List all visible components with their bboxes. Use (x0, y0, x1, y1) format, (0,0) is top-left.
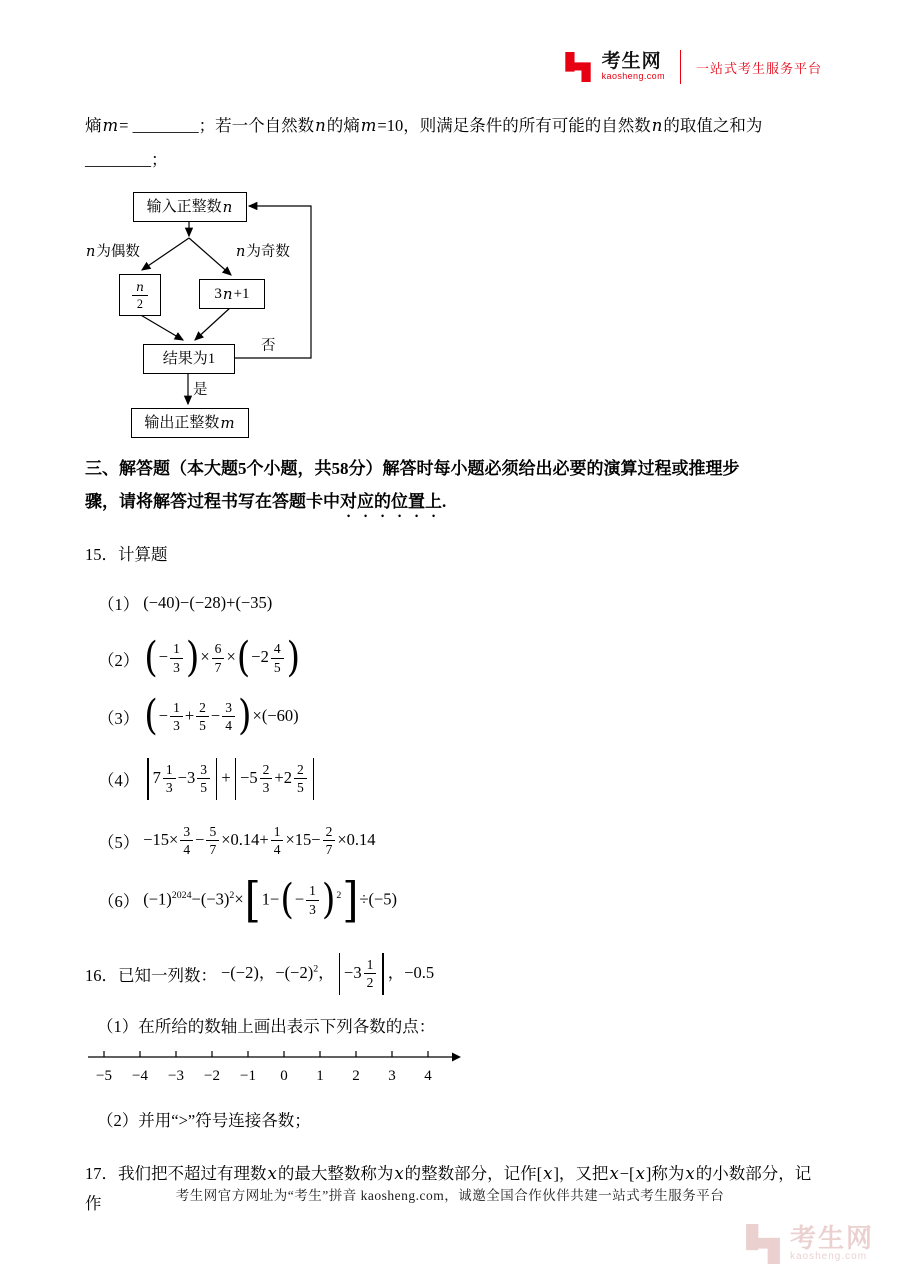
svg-text:−5: −5 (96, 1067, 112, 1084)
q15-item-5 (98, 824, 815, 858)
item-expression: $(-1)^{2024}-(-3)^2\times[1-(-$ $\frac{1}{3}$ )$^2$]÷(−5) (143, 872, 398, 928)
q17-text: 17．我们把不超过有理数x的最大整数称为x的整数部分，记作[x]，又把x−[x]称为x的小数部分，记作 (85, 1163, 812, 1214)
flowchart-even-box: $\frac{n}{2}$ (119, 274, 161, 316)
item-number: （4） (98, 770, 140, 790)
svg-text:2: 2 (352, 1067, 360, 1084)
q16-lead (85, 953, 815, 995)
number-line (88, 1045, 462, 1089)
q15-item-4 (98, 758, 815, 800)
site-header (563, 50, 822, 84)
flowchart-result-box: 结果为1 (143, 344, 235, 374)
svg-text:−1: −1 (240, 1067, 256, 1084)
svg-text:4: 4 (424, 1067, 432, 1084)
item-number: （5） (98, 832, 140, 852)
flowchart-input-box: 输入正整数 n (133, 192, 247, 222)
item-number: （2） (98, 650, 140, 670)
question-intro-line2: ________； (85, 150, 168, 170)
q15-title: 15．计算题 (85, 545, 168, 565)
q15-item-2 (98, 633, 815, 682)
section3-heading-line2 (85, 485, 815, 521)
item-number: （3） (98, 708, 140, 728)
q15-item-3 (98, 691, 815, 740)
q16-list-expression: −(−2)，$-(-2)^2$， −3 $\frac{1}{2}$ ，−0.5 (221, 953, 434, 995)
svg-text:1: 1 (316, 1067, 324, 1084)
q16-sub1: （1）在所给的数轴上画出表示下列各数的点： (97, 1016, 436, 1036)
section3-heading-line1: 三、解答题（本大题5个小题，共58分）解答时每小题必须给出必要的演算过程或推理步 (85, 459, 740, 479)
flowchart-output-box: 输出正整数 m (131, 408, 249, 438)
svg-text:−4: −4 (132, 1067, 148, 1084)
item-expression: (− $\frac{1}{3}$ + $\frac{2}{5}$ − $\frac{3}{4}$ )×(−60) (144, 691, 299, 740)
flowchart-odd-label: n为奇数 (236, 244, 290, 261)
item-expression: −15× $\frac{3}{4}$ − $\frac{5}{7}$ ×0.14+ $\frac{1}{4}$ ×15− $\frac{2}{7}$ ×0.14 (143, 823, 376, 858)
watermark-logo (743, 1224, 874, 1264)
q15-item-1 (98, 589, 815, 617)
section3-heading-line2-post: . (442, 492, 447, 512)
q16-sub2: （2）并用“>”符号连接各数； (97, 1110, 311, 1130)
brand-domain: kaosheng.com (601, 71, 665, 82)
watermark-brand: 考生网 (789, 1223, 874, 1254)
q16-lead-text: 16．已知一列数： (85, 965, 217, 985)
question-intro-line1: 熵m= ________；若一个自然数n的熵m=10，则满足条件的所有可能的自然数n的取值之和为 (85, 116, 763, 135)
section3-heading-line2-emphasized: 对应的位置上 (340, 492, 442, 512)
footer-note: 考生网官方网址为“考生”拼音 kaosheng.com，诚邀全国合作伙伴共建一站式考生服务平台 (175, 1188, 725, 1203)
item-expression: (− $\frac{1}{3}$ )× $\frac{6}{7}$ ×(−2 $\frac{4}{5}$ ) (144, 633, 301, 682)
q15-item-6 (98, 872, 815, 928)
flowchart-odd-box: 3 n +1 (199, 279, 265, 309)
item-number: （6） (98, 892, 140, 912)
flowchart-no-label: 否 (261, 338, 276, 355)
item-expression: 7 $\frac{1}{3}$ −3 $\frac{3}{5}$ + −5 $\frac{2}{3}$ +2 $\frac{2}{5}$ (143, 758, 318, 800)
flowchart-yes-label: 是 (193, 382, 208, 399)
kaosheng-logo-icon (563, 52, 593, 82)
svg-text:−3: −3 (168, 1067, 184, 1084)
flowchart (85, 186, 405, 444)
logo-text (602, 52, 665, 81)
brand-name: 考生网 (601, 51, 662, 73)
watermark-logo-icon (743, 1224, 783, 1264)
item-number: （1） (98, 595, 140, 615)
item-expression: (−40)−(−28)+(−35) (143, 593, 273, 613)
logo-divider (680, 50, 681, 84)
flowchart-even-label: n为偶数 (86, 244, 140, 261)
watermark-text (790, 1225, 874, 1263)
watermark-domain: kaosheng.com (789, 1251, 868, 1263)
svg-text:−2: −2 (204, 1067, 220, 1084)
brand-tagline: 一站式考生服务平台 (695, 60, 822, 76)
section3-heading-line2-pre: 骤，请将解答过程书写在答题卡中 (85, 492, 340, 512)
svg-text:0: 0 (280, 1067, 288, 1084)
svg-text:3: 3 (388, 1067, 396, 1084)
